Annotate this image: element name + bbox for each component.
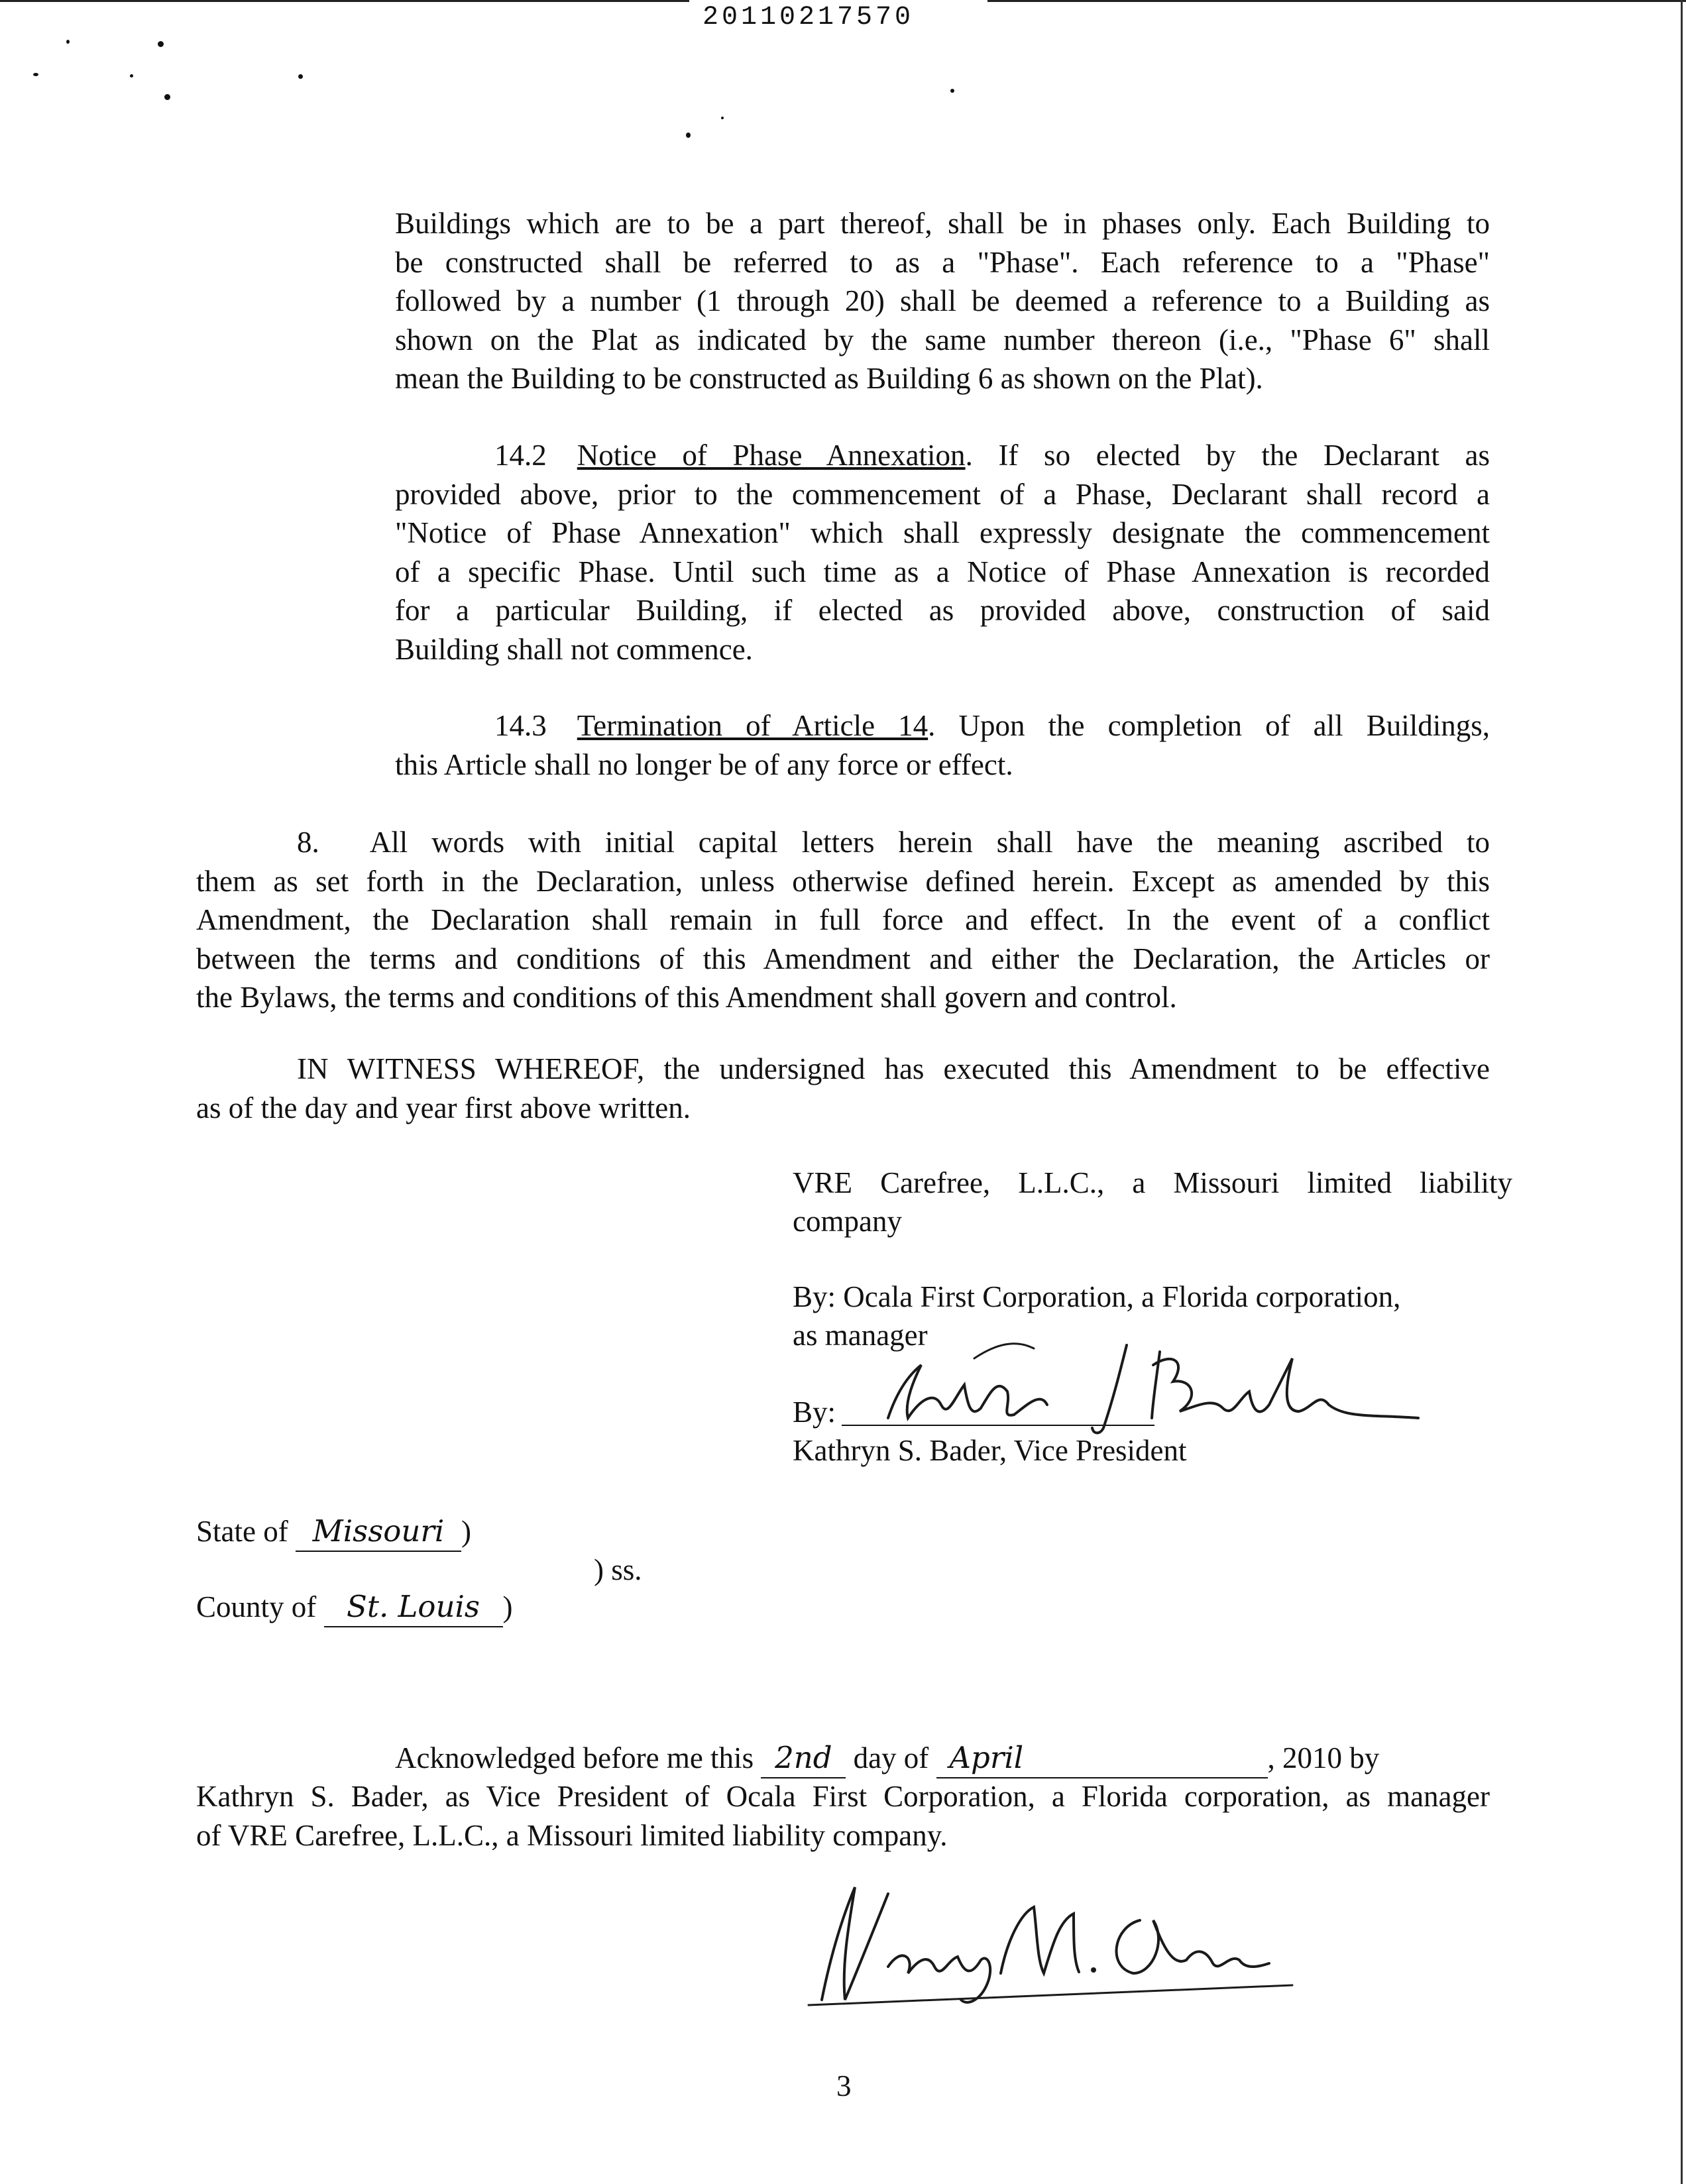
section-number: 14.2 <box>494 439 547 472</box>
section-14-3-first-line <box>395 706 1490 745</box>
section-heading: Notice of Phase Annexation <box>577 439 966 472</box>
section-14-2 <box>395 436 1490 669</box>
scan-edge-line <box>1681 0 1683 2184</box>
state-value: Missouri <box>296 1512 461 1552</box>
section-14-2-first-line <box>395 436 1490 475</box>
text-line: between the terms and conditions of this Amendment and either the Declaration, the Articles or <box>196 942 1490 975</box>
signature-by-label: By: <box>793 1395 836 1429</box>
state-label: State of <box>196 1515 288 1548</box>
manager-by-line: By: Ocala First Corporation, a Florida corporation, <box>793 1280 1401 1313</box>
text-line: mean the Building to be constructed as Building 6 as shown on the Plat). <box>395 362 1263 395</box>
text-line: them as set forth in the Declaration, unless otherwise defined herein. Except as amended by this <box>196 864 1490 898</box>
scan-speck <box>158 41 164 47</box>
text-line: of a specific Phase. Until such time as a Notice of Phase Annexation is recorded <box>395 555 1490 588</box>
ack-day-of: day of <box>853 1741 929 1774</box>
acknowledgment-first-line <box>395 1739 1379 1778</box>
county-venue <box>196 1588 513 1627</box>
witness-clause <box>196 1050 1490 1127</box>
scan-speck <box>721 117 724 119</box>
signer-signature <box>842 1319 1425 1438</box>
company-name-line: VRE Carefree, L.L.C., a Missouri limited liability <box>793 1166 1512 1199</box>
text-line: the Bylaws, the terms and conditions of this Amendment shall govern and control. <box>196 981 1177 1014</box>
scan-speck <box>33 73 38 76</box>
ack-year: , 2010 by <box>1267 1741 1380 1774</box>
text-line: "Notice of Phase Annexation" which shall expressly designate the commencement <box>395 516 1490 549</box>
text-run: All words with initial capital letters herein shall have the meaning ascribed to <box>369 826 1490 859</box>
text-line: shown on the Plat as indicated by the same number thereon (i.e., "Phase 6" shall <box>395 323 1490 356</box>
section-14-3 <box>395 706 1490 784</box>
ack-day-value: 2nd <box>761 1739 846 1778</box>
ack-prefix: Acknowledged before me this <box>395 1741 754 1774</box>
text-line <box>196 1050 1490 1089</box>
scan-speck <box>950 89 954 93</box>
text-line: be constructed shall be referred to as a "Phase". Each reference to a "Phase" <box>395 245 1490 279</box>
scan-speck <box>66 40 70 44</box>
document-number: 20110217570 <box>702 3 915 32</box>
top-rule-left <box>0 0 689 2</box>
signer-name-title: Kathryn S. Bader, Vice President <box>793 1434 1187 1467</box>
text-line: Building shall not commence. <box>395 632 753 666</box>
venue-paren: ) <box>461 1515 471 1548</box>
text-line: Amendment, the Declaration shall remain in full force and effect. In the event of a conflict <box>196 903 1490 936</box>
section-number: 14.3 <box>494 709 547 742</box>
manager-by-line-2: as manager <box>793 1319 928 1352</box>
county-value: St. Louis <box>324 1588 503 1627</box>
text-line: provided above, prior to the commencement of a Phase, Declarant shall record a <box>395 477 1490 511</box>
county-label: County of <box>196 1590 317 1623</box>
top-rule-right <box>987 0 1686 2</box>
section-8-first-line <box>196 823 1490 862</box>
text-run: . If so elected by the Declarant as <box>965 439 1490 472</box>
text-line: this Article shall no longer be of any force or effect. <box>395 747 1013 781</box>
text-run: . Upon the completion of all Buildings, <box>928 709 1490 742</box>
section-number: 8. <box>297 826 319 859</box>
scan-speck <box>164 94 170 100</box>
scan-speck <box>298 74 303 79</box>
text-line: Buildings which are to be a part thereof, shall be in phases only. Each Building to <box>395 207 1490 240</box>
phases-paragraph <box>395 204 1490 398</box>
venue-paren: ) <box>502 1590 513 1623</box>
text-line: for a particular Building, if elected as provided above, construction of said <box>395 594 1490 627</box>
page-number: 3 <box>836 2069 852 2102</box>
acknowledgment-body <box>196 1777 1490 1855</box>
section-8 <box>196 823 1490 1017</box>
scan-speck <box>686 133 691 138</box>
text-line: Kathryn S. Bader, as Vice President of Ocala First Corporation, a Florida corporation, as manager <box>196 1780 1490 1813</box>
text-line: followed by a number (1 through 20) shall be deemed a reference to a Building as <box>395 284 1490 317</box>
text-line: of VRE Carefree, L.L.C., a Missouri limited liability company. <box>196 1818 948 1852</box>
scan-speck <box>130 74 133 78</box>
text-run: IN WITNESS WHEREOF, the undersigned has executed this Amendment to be effective <box>297 1052 1490 1085</box>
section-heading: Termination of Article 14 <box>577 709 928 742</box>
notary-signature <box>782 1867 1299 2013</box>
text-line: as of the day and year first above written. <box>196 1091 691 1124</box>
company-name-line-2: company <box>793 1205 902 1238</box>
state-venue <box>196 1512 471 1552</box>
ss-marker: ) ss. <box>594 1553 642 1586</box>
ack-month-value: April <box>936 1739 1268 1778</box>
